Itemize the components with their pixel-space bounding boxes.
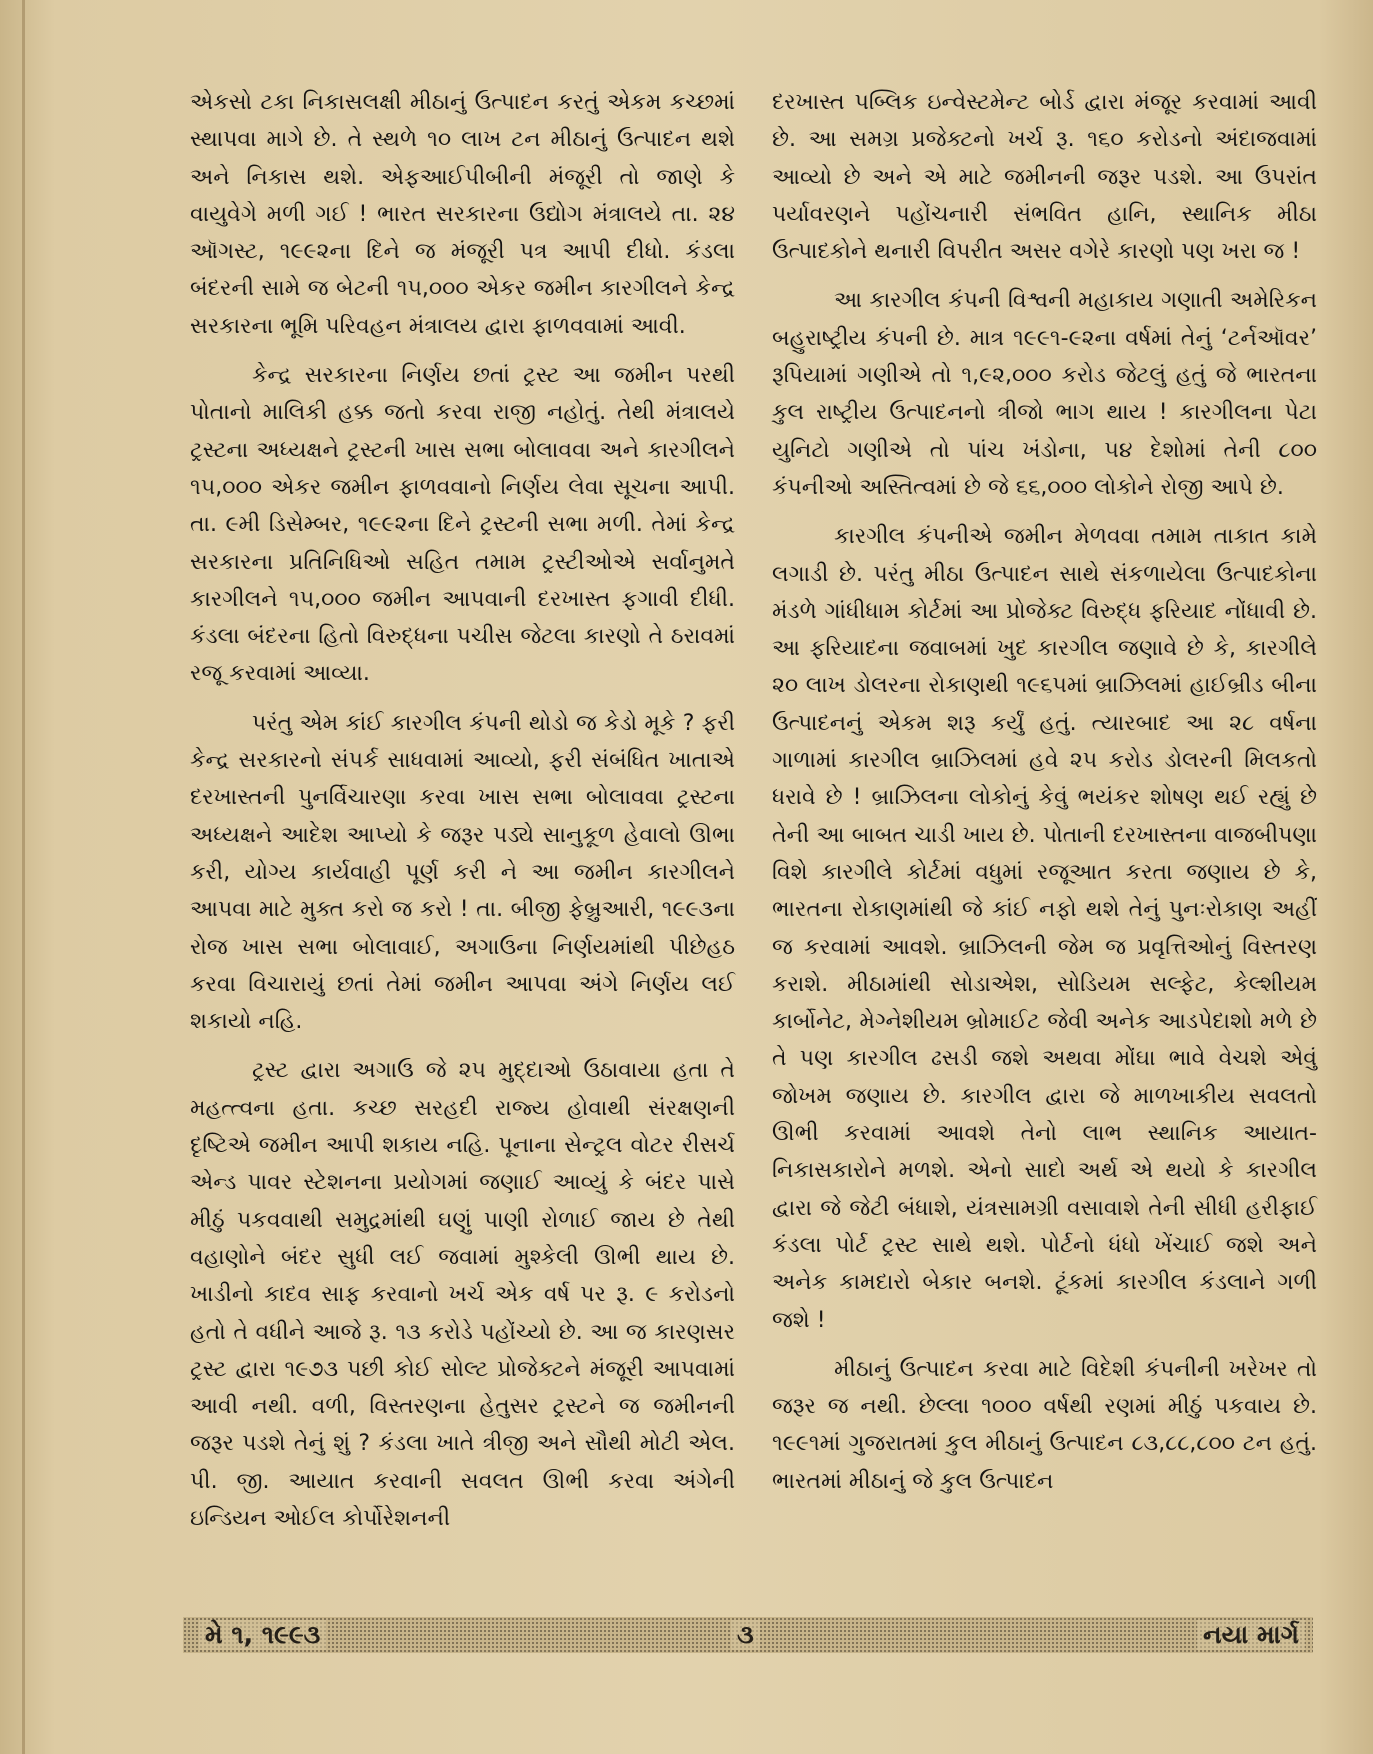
page-footer: [183, 1617, 1313, 1653]
page-number: ૩: [731, 1620, 760, 1650]
paragraph: આ કારગીલ કંપની વિશ્વની મહાકાય ગણાતી અમેરિકન બહુરાષ્ટ્રીય કંપની છે. માત્ર ૧૯૯૧-૯૨ના વર્ષમાં તેનું ‘ટર્નઑવર’ રૂપિયામાં ગણીએ તો ૧,૯૨,૦૦૦ કરોડ જેટલું હતું જે ભારતના કુલ રાષ્ટ્રીય ઉત્પાદનનો ત્રીજો ભાગ થાય ! કારગીલના પેટા યુનિટો ગણીએ તો પાંચ ખંડોના, ૫૪ દેશોમાં તેની ૮૦૦ કંપનીઓ અસ્તિત્વમાં છે જે ૬૬,૦૦૦ લોકોને રોજી આપે છે.: [772, 288, 1317, 500]
paragraph: મીઠાનું ઉત્પાદન કરવા માટે વિદેશી કંપનીની ખરેખર તો જરૂર જ નથી. છેલ્લા ૧૦૦૦ વર્ષથી રણમાં મીઠું પકવાય છે. ૧૯૯૧માં ગુજરાતમાં કુલ મીઠાનું ઉત્પાદન ૮૩,૮૮,૮૦૦ ટન હતું. ભારતમાં મીઠાનું જે કુલ ઉત્પાદન: [772, 1356, 1317, 1494]
magazine-name: નયા માર્ગ: [1197, 1620, 1305, 1650]
issue-date: મે ૧, ૧૯૯૩: [199, 1620, 326, 1650]
paragraph: ટ્રસ્ટ દ્વારા અગાઉ જે ૨૫ મુદ્દાઓ ઉઠાવાયા હતા તે મહત્ત્વના હતા. કચ્છ સરહદી રાજ્ય હોવાથી સંરક્ષણની દૃષ્ટિએ જમીન આપી શકાય નહિ. પૂનાના સેન્ટ્રલ વોટર રીસર્ચ એન્ડ પાવર સ્ટેશનના પ્રયોગમાં જણાઈ આવ્યું કે બંદર પાસે મીઠું પકવવાથી સમુદ્રમાંથી ઘણું પાણી રોળાઈ જાય છે તેથી વહાણોને બંદર સુધી લઈ જવામાં મુશ્કેલી ઊભી થાય છે. ખાડીનો કાદવ સાફ કરવાનો ખર્ચ એક વર્ષ પર રૂ. ૯ કરોડનો હતો તે વધીને આજે રૂ. ૧૩ કરોડે પહોંચ્યો છે. આ જ કારણસર ટ્રસ્ટ દ્વારા ૧૯૭૩ પછી કોઈ સોલ્ટ પ્રોજેક્ટને મંજૂરી આપવામાં આવી નથી. વળી, વિસ્તરણના હેતુસર ટ્રસ્ટને જ જમીનની જરૂર પડશે તેનું શું ? કંડલા ખાતે ત્રીજી અને સૌથી મોટી એલ. પી. જી. આયાત કરવાની સવલત ઊભી કરવા અંગેની ઇન્ડિયન ઓઈલ કોર્પોરેશનની: [190, 1058, 735, 1531]
left-column: [190, 84, 735, 1549]
binding-edge: [22, 0, 25, 1754]
paragraph: પરંતુ એમ કાંઈ કારગીલ કંપની થોડો જ કેડો મૂકે ? ફરી કેન્દ્ર સરકારનો સંપર્ક સાધવામાં આવ્યો, ફરી સંબંધિત ખાતાએ દરખાસ્તની પુનર્વિચારણા કરવા ખાસ સભા બોલાવવા ટ્રસ્ટના અધ્યક્ષને આદેશ આપ્યો કે જરૂર પડ્યે સાનુકૂળ હેવાલો ઊભા કરી, યોગ્ય કાર્યવાહી પૂર્ણ કરી ને આ જમીન કારગીલને આપવા માટે મુક્ત કરો જ કરો ! તા. બીજી ફેબ્રુઆરી, ૧૯૯૩ના રોજ ખાસ સભા બોલાવાઈ, અગાઉના નિર્ણયમાંથી પીછેહઠ કરવા વિચારાયું છતાં તેમાં જમીન આપવા અંગે નિર્ણય લઈ શકાયો નહિ.: [190, 710, 735, 1035]
paragraph: કારગીલ કંપનીએ જમીન મેળવવા તમામ તાકાત કામે લગાડી છે. પરંતુ મીઠા ઉત્પાદન સાથે સંકળાયેલા ઉત્પાદકોના મંડળે ગાંધીધામ કોર્ટમાં આ પ્રોજેક્ટ વિરુદ્ધ ફરિયાદ નોંધાવી છે. આ ફરિયાદના જવાબમાં ખુદ કારગીલ જણાવે છે કે, કારગીલે ૨૦ લાખ ડોલરના રોકાણથી ૧૯૬૫માં બ્રાઝિલમાં હાઈબ્રીડ બીના ઉત્પાદનનું એકમ શરૂ કર્યું હતું. ત્યારબાદ આ ૨૮ વર્ષના ગાળામાં કારગીલ બ્રાઝિલમાં હવે ૨૫ કરોડ ડોલરની મિલકતો ધરાવે છે ! બ્રાઝિલના લોકોનું કેવું ભયંકર શોષણ થઈ રહ્યું છે તેની આ બાબત ચાડી ખાય છે. પોતાની દરખાસ્તના વાજબીપણા વિશે કારગીલે કોર્ટમાં વધુમાં રજૂઆત કરતા જણાય છે કે, ભારતના રોકાણમાંથી જે કાંઈ નફો થશે તેનું પુનઃરોકાણ અહીં જ કરવામાં આવશે. બ્રાઝિલની જેમ જ પ્રવૃત્તિઓનું વિસ્તરણ કરાશે. મીઠામાંથી સોડાએશ, સોડિયમ સલ્ફેટ, કેલ્શીયમ કાર્બોનેટ, મેગ્નેશીયમ બ્રોમાઈટ જેવી અનેક આડપેદાશો મળે છે તે પણ કારગીલ ઢસડી જશે અથવા મોંઘા ભાવે વેચશે એવું જોખમ જણાય છે. કારગીલ દ્વારા જે માળખાકીય સવલતો ઊભી કરવામાં આવશે તેનો લાભ સ્થાનિક આયાત-નિકાસકારોને મળશે. એનો સાદો અર્થ એ થયો કે કારગીલ દ્વારા જે જેટી બંધાશે, યંત્રસામગ્રી વસાવાશે તેની સીધી હરીફાઈ કંડલા પોર્ટ ટ્રસ્ટ સાથે થશે. પોર્ટનો ધંધો ખેંચાઈ જશે અને અનેક કામદારો બેકાર બનશે. ટૂંકમાં કારગીલ કંડલાને ગળી જશે !: [772, 524, 1317, 1333]
paragraph: કેન્દ્ર સરકારના નિર્ણય છતાં ટ્રસ્ટ આ જમીન પરથી પોતાનો માલિકી હક્ક જતો કરવા રાજી નહોતું. તેથી મંત્રાલયે ટ્રસ્ટના અધ્યક્ષને ટ્રસ્ટની ખાસ સભા બોલાવવા અને કારગીલને ૧૫,૦૦૦ એકર જમીન ફાળવવાનો નિર્ણય લેવા સૂચના આપી. તા. ૯મી ડિસેમ્બર, ૧૯૯૨ના દિને ટ્રસ્ટની સભા મળી. તેમાં કેન્દ્ર સરકારના પ્રતિનિધિઓ સહિત તમામ ટ્રસ્ટીઓએ સર્વાનુમતે કારગીલને ૧૫,૦૦૦ જમીન આપવાની દરખાસ્ત ફગાવી દીધી. કંડલા બંદરના હિતો વિરુદ્ધના પચીસ જેટલા કારણો તે ઠરાવમાં રજૂ કરવામાં આવ્યા.: [190, 363, 735, 687]
paragraph: એકસો ટકા નિકાસલક્ષી મીઠાનું ઉત્પાદન કરતું એકમ કચ્છમાં સ્થાપવા માગે છે. તે સ્થળે ૧૦ લાખ ટન મીઠાનું ઉત્પાદન થશે અને નિકાસ થશે. એફઆઈપીબીની મંજૂરી તો જાણે કે વાયુવેગે મળી ગઈ ! ભારત સરકારના ઉદ્યોગ મંત્રાલયે તા. ૨૪ ઑગસ્ટ, ૧૯૯૨ના દિને જ મંજૂરી પત્ર આપી દીધો. કંડલા બંદરની સામે જ બેટની ૧૫,૦૦૦ એકર જમીન કારગીલને કેન્દ્ર સરકારના ભૂમિ પરિવહન મંત્રાલય દ્વારા ફાળવવામાં આવી.: [190, 90, 735, 339]
paragraph: દરખાસ્ત પબ્લિક ઇન્વેસ્ટમેન્ટ બોર્ડ દ્વારા મંજૂર કરવામાં આવી છે. આ સમગ્ર પ્રજેક્ટનો ખર્ચ રૂ. ૧૬૦ કરોડનો અંદાજવામાં આવ્યો છે અને એ માટે જમીનની જરૂર પડશે. આ ઉપરાંત પર્યાવરણને પહોંચનારી સંભવિત હાનિ, સ્થાનિક મીઠા ઉત્પાદકોને થનારી વિપરીત અસર વગેરે કારણો પણ ખરા જ !: [772, 90, 1317, 265]
right-column: [772, 84, 1317, 1512]
